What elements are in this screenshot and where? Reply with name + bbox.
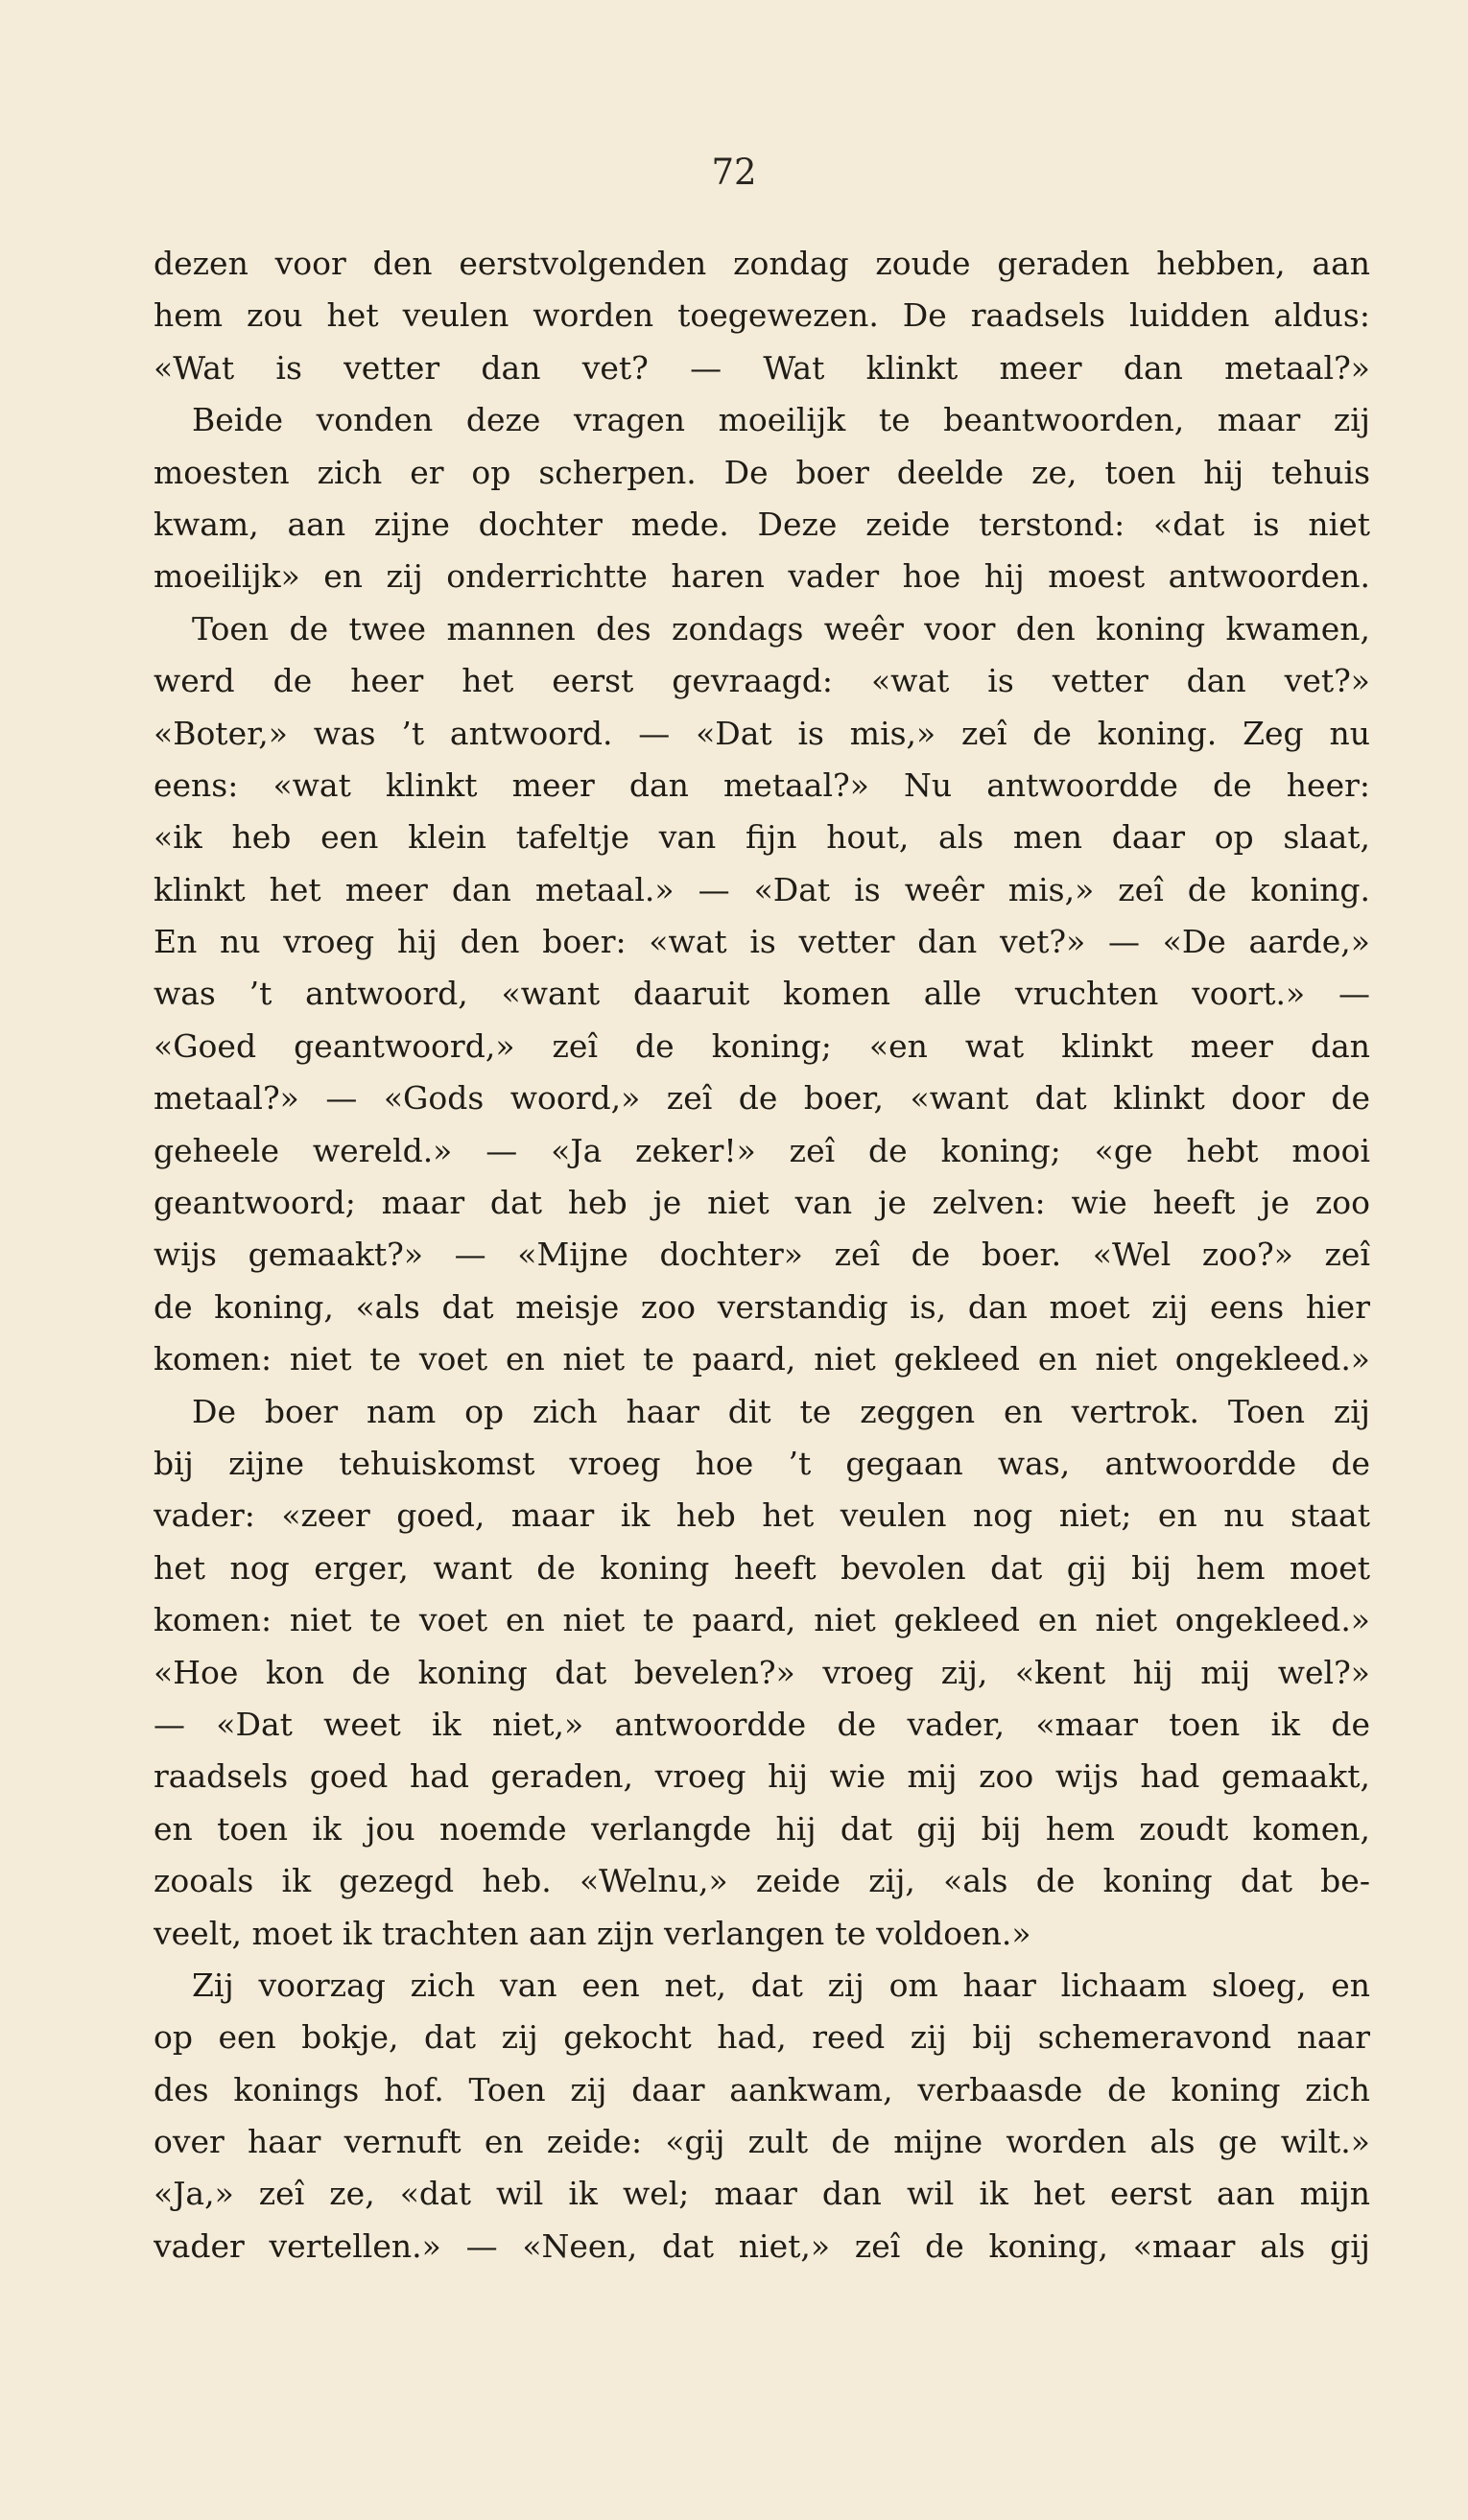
text-line: «Ja,» zeî ze, «dat wil ik wel; maar dan wil ik het eerst aan mijn: [154, 2175, 1370, 2213]
body-text: [154, 238, 1370, 2273]
text-line: raadsels goed had geraden, vroeg hij wie mij zoo wijs had gemaakt,: [154, 1757, 1370, 1796]
text-line: moesten zich er op scherpen. De boer deelde ze, toen hij tehuis: [154, 453, 1370, 491]
text-line: geheele wereld.» — «Ja zeker!» zeî de koning; «ge hebt mooi: [154, 1131, 1370, 1169]
text-line: eens: «wat klinkt meer dan metaal?» Nu antwoordde de heer:: [154, 765, 1370, 804]
text-line: kwam, aan zijne dochter mede. Deze zeide terstond: «dat is niet: [154, 505, 1370, 543]
text-line: metaal?» — «Gods woord,» zeî de boer, «want dat klinkt door de: [154, 1079, 1370, 1118]
text-line: vader: «zeer goed, maar ik heb het veulen nog niet; en nu staat: [154, 1496, 1370, 1535]
text-line: — «Dat weet ik niet,» antwoordde de vader, «maar toen ik de: [154, 1705, 1370, 1743]
text-line: komen: niet te voet en niet te paard, niet gekleed en niet ongekleed.»: [154, 1340, 1370, 1378]
text-line: geantwoord; maar dat heb je niet van je zelven: wie heeft je zoo: [154, 1184, 1370, 1222]
text-line: vader vertellen.» — «Neen, dat niet,» zeî de koning, «maar als gij: [154, 2226, 1370, 2265]
page-number: 72: [711, 152, 757, 193]
text-line: was ’t antwoord, «want daaruit komen alle vruchten voort.» —: [154, 975, 1370, 1013]
text-line: «Wat is vetter dan vet? — Wat klinkt meer dan metaal?»: [154, 348, 1370, 387]
text-line: Toen de twee mannen des zondags weêr voor den koning kwamen,: [192, 609, 1370, 648]
text-line: werd de heer het eerst gevraagd: «wat is vetter dan vet?»: [154, 662, 1370, 700]
text-line: En nu vroeg hij den boer: «wat is vetter dan vet?» — «De aarde,»: [154, 923, 1370, 961]
text-line: op een bokje, dat zij gekocht had, reed zij bij schemeravond naar: [154, 2018, 1370, 2057]
text-line: en toen ik jou noemde verlangde hij dat gij bij hem zoudt komen,: [154, 1809, 1370, 1848]
text-line: bij zijne tehuiskomst vroeg hoe ’t gegaan was, antwoordde de: [154, 1444, 1370, 1482]
text-line: zooals ik gezegd heb. «Welnu,» zeide zij, «als de koning dat be-: [154, 1862, 1370, 1900]
text-line: over haar vernuft en zeide: «gij zult de mijne worden als ge wilt.»: [154, 2123, 1370, 2161]
text-line: veelt, moet ik trachten aan zijn verlangen te voldoen.»: [154, 1914, 1031, 1952]
text-line: de koning, «als dat meisje zoo verstandig is, dan moet zij eens hier: [154, 1287, 1370, 1326]
text-line: het nog erger, want de koning heeft bevolen dat gij bij hem moet: [154, 1548, 1370, 1587]
text-line: des konings hof. Toen zij daar aankwam, verbaasde de koning zich: [154, 2070, 1370, 2108]
text-line: «Goed geantwoord,» zeî de koning; «en wat klinkt meer dan: [154, 1026, 1370, 1065]
text-line: «ik heb een klein tafeltje van fijn hout, als men daar op slaat,: [154, 818, 1370, 857]
text-line: De boer nam op zich haar dit te zeggen en vertrok. Toen zij: [192, 1392, 1370, 1430]
text-line: «Boter,» was ’t antwoord. — «Dat is mis,» zeî de koning. Zeg nu: [154, 714, 1370, 752]
text-line: hem zou het veulen worden toegewezen. De raadsels luidden aldus:: [154, 296, 1370, 335]
text-line: «Hoe kon de koning dat bevelen?» vroeg zij, «kent hij mij wel?»: [154, 1653, 1370, 1691]
text-line: Zij voorzag zich van een net, dat zij om haar lichaam sloeg, en: [192, 1966, 1370, 2004]
text-line: klinkt het meer dan metaal.» — «Dat is weêr mis,» zeî de koning.: [154, 870, 1370, 908]
text-line: dezen voor den eerstvolgenden zondag zoude geraden hebben, aan: [154, 245, 1370, 282]
text-line: moeilijk» en zij onderrichtte haren vader hoe hij moest antwoorden.: [154, 557, 1370, 596]
text-line: komen: niet te voet en niet te paard, niet gekleed en niet ongekleed.»: [154, 1601, 1370, 1639]
text-line: wijs gemaakt?» — «Mijne dochter» zeî de boer. «Wel zoo?» zeî: [154, 1236, 1370, 1274]
text-line: Beide vonden deze vragen moeilijk te beantwoorden, maar zij: [192, 401, 1370, 439]
